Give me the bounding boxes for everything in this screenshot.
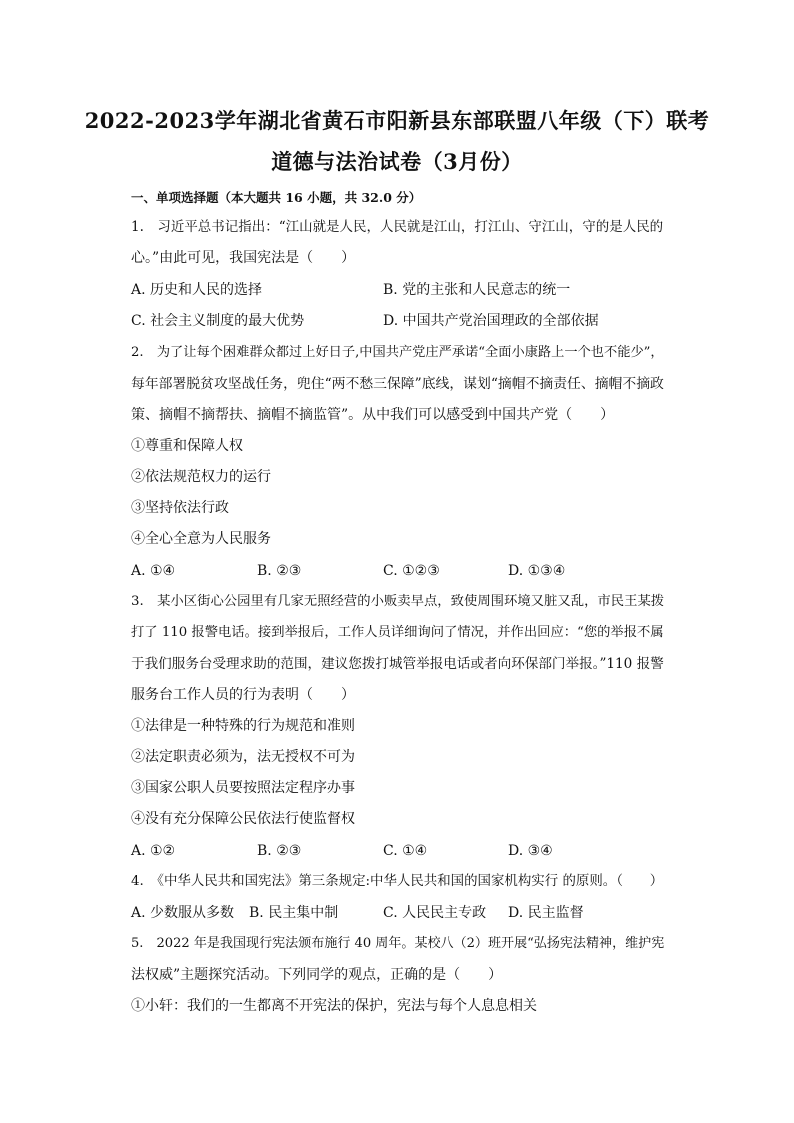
q2-stem-line1: 2. 为了让每个困难群众都过上好日子,中国共产党庄严承诺“全面小康路上一个也不能少”， <box>131 345 664 360</box>
q1-option-b: B. 党的主张和人民意志的统一 <box>383 282 571 298</box>
q1-option-c: C. 社会主义制度的最大优势 <box>131 313 305 329</box>
q4-option-d: D. 民主监督 <box>508 905 584 921</box>
q5-item-1: ①小轩：我们的一生都离不开宪法的保护，宪法与每个人息息相关 <box>131 998 537 1014</box>
q4-option-b: B. 民主集中制 <box>249 905 339 921</box>
q1-option-d: D. 中国共产党治国理政的全部依据 <box>383 313 599 329</box>
q2-item-3: ③坚持依法行政 <box>131 500 229 516</box>
q3-option-b: B. ②③ <box>257 843 302 859</box>
q5-stem-line2: 法权威”主题探究活动。下列同学的观点，正确的是（ ） <box>131 967 503 983</box>
q1-stem-line2: 心。”由此可见，我国宪法是（ ） <box>131 250 356 266</box>
q2-stem-line2: 每年部署脱贫攻坚战任务，兜住“两不愁三保障”底线，谋划“摘帽不摘责任、摘帽不摘政 <box>131 376 664 392</box>
q2-option-c: C. ①②③ <box>383 563 440 579</box>
q4-option-c: C. 人民民主专政 <box>383 905 487 921</box>
q3-item-4: ④没有充分保障公民依法行使监督权 <box>131 811 355 827</box>
q3-stem-line1: 3. 某小区街心公园里有几家无照经营的小贩卖早点，致使周围环境又脏又乱，市民王某拨 <box>131 594 665 609</box>
q2-option-b: B. ②③ <box>257 563 302 579</box>
exam-title-line1: 2022-2023学年湖北省黄石市阳新县东部联盟八年级（下）联考 <box>84 108 710 133</box>
q2-option-d: D. ①③④ <box>508 563 566 579</box>
q3-option-c: C. ①④ <box>383 843 428 859</box>
q2-item-2: ②依法规范权力的运行 <box>131 469 271 485</box>
q2-item-4: ④全心全意为人民服务 <box>131 531 271 547</box>
q5-stem-line1: 5. 2022 年是我国现行宪法颁布施行 40 周年。某校八（2）班开展“弘扬宪法精神，维护宪 <box>131 936 665 951</box>
q2-option-a: A. ①④ <box>131 563 176 579</box>
q4-stem-line1: 4. 《中华人民共和国宪法》第三条规定:中华人民共和国的国家机构实行 的原则。（ ） <box>131 874 664 889</box>
section-heading: 一、单项选择题（本大题共 16 小题，共 32.0 分） <box>131 190 422 205</box>
q2-item-1: ①尊重和保障人权 <box>131 438 243 454</box>
exam-title-line2: 道德与法治试卷（3月份） <box>271 149 523 174</box>
q3-option-d: D. ③④ <box>508 843 553 859</box>
q3-stem-line3: 于我们服务台受理求助的范围，建议您拨打城管举报电话或者向环保部门举报。”110 报警 <box>131 656 664 672</box>
q1-option-a: A. 历史和人民的选择 <box>131 282 263 298</box>
q3-stem-line2: 打了 110 报警电话。接到举报后，工作人员详细询问了情况，并作出回应：“您的举报不属 <box>131 625 664 640</box>
q4-option-a: A. 少数服从多数 <box>131 905 235 921</box>
q3-option-a: A. ①② <box>131 843 176 859</box>
q3-item-3: ③国家公职人员要按照法定程序办事 <box>131 780 355 796</box>
q1-stem-line1: 1. 习近平总书记指出：“江山就是人民，人民就是江山，打江山、守江山，守的是人民的 <box>131 219 664 235</box>
q2-stem-line3: 策、摘帽不摘帮扶、摘帽不摘监管”。从中我们可以感受到中国共产党（ ） <box>131 407 615 423</box>
q3-item-1: ①法律是一种特殊的行为规范和准则 <box>131 718 355 734</box>
q3-item-2: ②法定职责必须为，法无授权不可为 <box>131 749 355 765</box>
q3-stem-line4: 服务台工作人员的行为表明（ ） <box>131 687 355 703</box>
